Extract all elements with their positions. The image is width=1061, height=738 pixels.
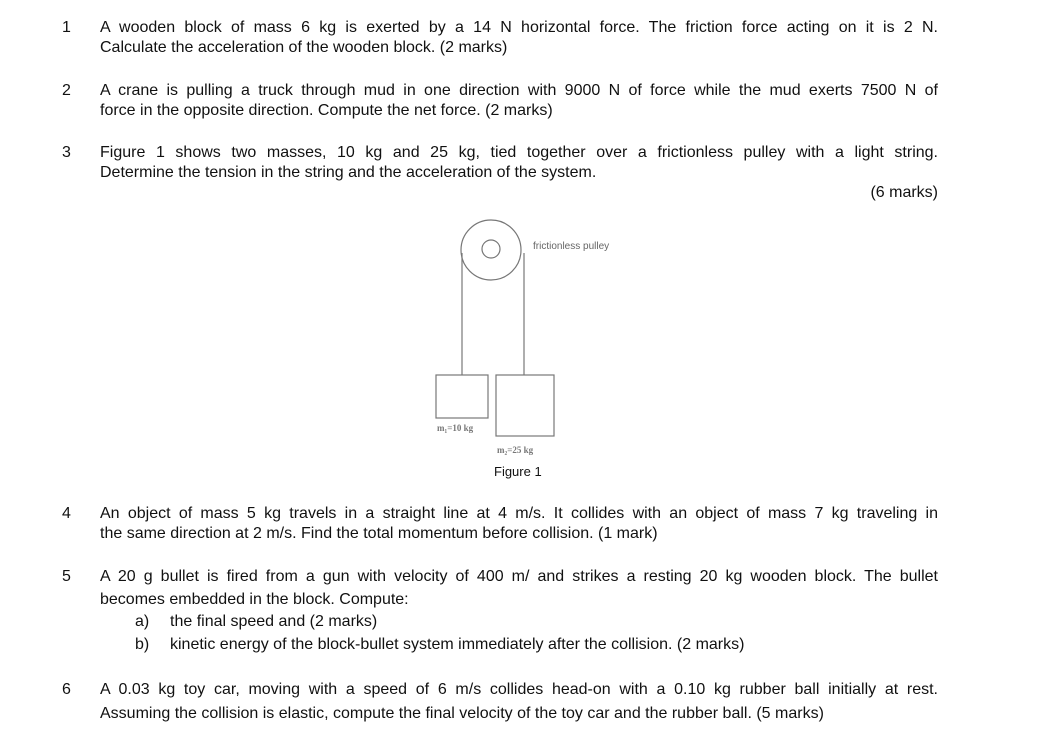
mass-2-block — [496, 375, 554, 436]
question-1-line-2: Calculate the acceleration of the wooden block. (2 marks) — [100, 39, 508, 56]
question-2-number: 2 — [62, 82, 71, 99]
mass-2-label: m₂=25 kg — [497, 445, 534, 455]
question-4-line-1: An object of mass 5 kg travels in a straight line at 4 m/s. It collides with an object of mass 7 kg traveling in — [100, 505, 938, 522]
question-5-line-2: becomes embedded in the block. Compute: — [100, 591, 409, 608]
question-3-line-2: Determine the tension in the string and the acceleration of the system. — [100, 164, 597, 181]
question-4-line-2: the same direction at 2 m/s. Find the total momentum before collision. (1 mark) — [100, 525, 658, 542]
question-5-number: 5 — [62, 568, 71, 585]
question-5b-label: b) — [135, 636, 150, 653]
pulley-label: frictionless pulley — [533, 241, 610, 252]
question-3-number: 3 — [62, 144, 71, 161]
question-5-line-1: A 20 g bullet is fired from a gun with velocity of 400 m/ and strikes a resting 20 kg wooden block. The bullet — [100, 568, 938, 585]
question-3-line-1: Figure 1 shows two masses, 10 kg and 25 kg, tied together over a frictionless pulley with a light string. — [100, 144, 938, 161]
pulley-axle — [482, 240, 500, 258]
question-3-marks: (6 marks) — [870, 184, 938, 201]
question-4-number: 4 — [62, 505, 71, 522]
figure-caption: Figure 1 — [494, 464, 542, 479]
pulley-wheel — [461, 220, 521, 280]
question-5a-text: the final speed and (2 marks) — [170, 613, 378, 630]
question-2-line-1: A crane is pulling a truck through mud in one direction with 9000 N of force while the mud exerts 7500 N of — [100, 82, 938, 99]
question-6-line-1: A 0.03 kg toy car, moving with a speed of 6 m/s collides head-on with a 0.10 kg rubber ball initially at rest. — [100, 681, 938, 698]
question-2-line-2: force in the opposite direction. Compute the net force. (2 marks) — [100, 102, 553, 119]
question-5b-text: kinetic energy of the block-bullet system immediately after the collision. (2 marks) — [170, 636, 745, 653]
mass-1-block — [436, 375, 488, 418]
question-6-line-2: Assuming the collision is elastic, compute the final velocity of the toy car and the rubber ball. (5 marks) — [100, 705, 824, 722]
question-1-number: 1 — [62, 19, 71, 36]
mass-1-label: m₁=10 kg — [437, 423, 474, 433]
question-6-number: 6 — [62, 681, 71, 698]
question-5a-label: a) — [135, 613, 150, 630]
question-1-line-1: A wooden block of mass 6 kg is exerted by a 14 N horizontal force. The friction force acting on it is 2 N. — [100, 19, 938, 36]
